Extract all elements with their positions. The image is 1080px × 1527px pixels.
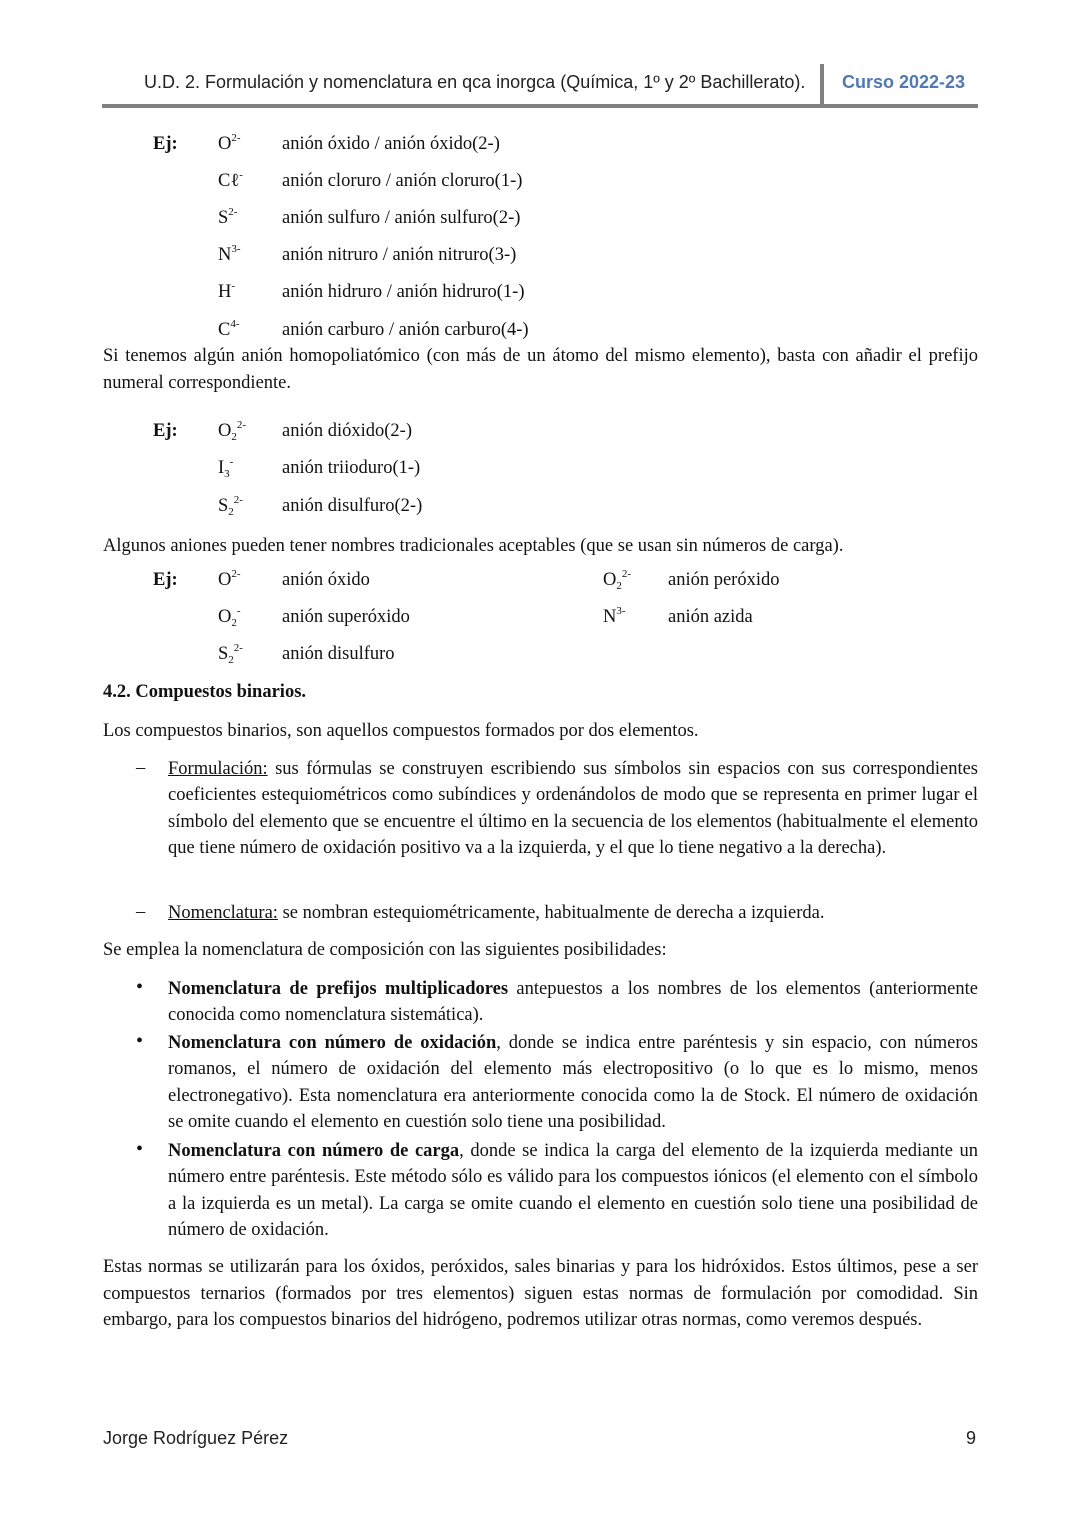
closing-paragraph: Estas normas se utilizarán para los óxidos, peróxidos, sales binarias y para los hidróxidos. Estos últimos, pese a ser compuestos ternarios (formados por tres elementos) siguen estas normas de formulación por comodidad. Sin embargo, para los compuestos binarios del hidrógeno, podremos utilizar otras normas, como veremos después. bbox=[103, 1257, 978, 1330]
bullet-item-carga: Nomenclatura con número de carga, donde se indica la carga del elemento de la izquierda mediante un número entre paréntesis. Este método sólo es válido para los compuestos iónicos (el elemento con el símbolo a la izquierda es un metal). La carga se omite cuando el elemento en cuestión solo tiene una posibilidad de número de oxidación. bbox=[168, 1141, 978, 1240]
bullet-dot: • bbox=[136, 976, 144, 998]
ion-name: anión sulfuro / anión sulfuro(2-) bbox=[282, 208, 521, 228]
ion-name: anión óxido bbox=[282, 570, 370, 590]
ion-name: anión disulfuro(2-) bbox=[282, 496, 423, 516]
bullet-dot: • bbox=[136, 1030, 144, 1052]
ion-name: anión azida bbox=[668, 607, 753, 627]
header-divider bbox=[820, 64, 824, 106]
footer-author: Jorge Rodríguez Pérez bbox=[103, 1428, 289, 1448]
ion-name: anión superóxido bbox=[282, 607, 410, 627]
paragraph-traditional: Algunos aniones pueden tener nombres tradicionales aceptables (que se usan sin números de carga). bbox=[103, 536, 844, 556]
ion-formula: $O^{2-}$ bbox=[218, 568, 241, 590]
ion-formula: $O_2^{2-}$ bbox=[218, 419, 247, 443]
page-number: 9 bbox=[966, 1428, 977, 1448]
ion-formula: $O^{2-}$ bbox=[218, 132, 241, 154]
ion-formula: $N^{3-}$ bbox=[603, 605, 626, 627]
paragraph-homopolyatomic: Si tenemos algún anión homopoliatómico (con más de un átomo del mismo elemento), basta con añadir el prefijo numeral correspondiente. bbox=[103, 346, 978, 393]
ion-formula: $I_3^-$ bbox=[218, 456, 234, 480]
document-title: U.D. 2. Formulación y nomenclatura en qca inorgca (Química, 1º y 2º Bachillerato). bbox=[144, 72, 806, 92]
header-rule bbox=[102, 104, 978, 108]
ion-name: anión triioduro(1-) bbox=[282, 458, 421, 478]
bullet-item-prefijos: Nomenclatura de prefijos multiplicadores antepuestos a los nombres de los elementos (anteriormente conocida como nomenclatura sistemática). bbox=[168, 979, 978, 1026]
example-label: Ej: bbox=[153, 421, 178, 441]
ion-name: anión óxido / anión óxido(2-) bbox=[282, 134, 500, 154]
ion-formula: Cℓ- bbox=[218, 169, 243, 191]
ion-name: anión disulfuro bbox=[282, 644, 395, 664]
ion-name: anión dióxido(2-) bbox=[282, 421, 412, 441]
ion-formula: $C^{4-}$ bbox=[218, 318, 240, 340]
ion-formula: $S_2^{2-}$ bbox=[218, 494, 243, 518]
dash-bullet: – bbox=[136, 902, 146, 922]
section-intro: Los compuestos binarios, son aquellos compuestos formados por dos elementos. bbox=[103, 721, 699, 741]
ion-formula: $N^{3-}$ bbox=[218, 243, 241, 265]
ion-name: anión hidruro / anión hidruro(1-) bbox=[282, 282, 525, 302]
bullet-dot: • bbox=[136, 1138, 144, 1160]
example-label: Ej: bbox=[153, 134, 178, 154]
course-label: Curso 2022-23 bbox=[842, 72, 966, 92]
ion-formula: $S_2^{2-}$ bbox=[218, 642, 243, 666]
ion-name: anión peróxido bbox=[668, 570, 780, 590]
ion-name: anión cloruro / anión cloruro(1-) bbox=[282, 171, 523, 191]
composition-intro: Se emplea la nomenclatura de composición con las siguientes posibilidades: bbox=[103, 940, 667, 960]
list-item-formulacion: Formulación: sus fórmulas se construyen escribiendo sus símbolos sin espacios con sus correspondientes coeficientes estequiométricos como subíndices y ordenándolos de modo que se representa en primer lugar el símbolo del elemento que se encuentre el último en la secuencia de los elementos (habitualmente el elemento que tiene número de oxidación positivo va a la izquierda, y el que lo tiene negativo a la derecha). bbox=[168, 759, 978, 858]
ion-name: anión carburo / anión carburo(4-) bbox=[282, 320, 529, 340]
example-label: Ej: bbox=[153, 570, 178, 590]
dash-bullet: – bbox=[136, 758, 146, 778]
ion-name: anión nitruro / anión nitruro(3-) bbox=[282, 245, 517, 265]
page-header bbox=[102, 64, 978, 108]
bullet-item-oxidacion: Nomenclatura con número de oxidación, donde se indica entre paréntesis y sin espacio, con números romanos, el número de oxidación del elemento más electropositivo (o lo que es lo mismo, menos electronegativo). Esta nomenclatura era anteriormente conocida como la de Stock. El número de oxidación se omite cuando el elemento en cuestión solo tiene una posibilidad. bbox=[168, 1033, 978, 1132]
section-heading: 4.2. Compuestos binarios. bbox=[103, 682, 307, 702]
ion-formula: $O_2^-$ bbox=[218, 605, 241, 629]
ion-formula: H- bbox=[218, 280, 236, 302]
ion-formula: $S^{2-}$ bbox=[218, 206, 238, 228]
ion-formula: $O_2^{2-}$ bbox=[603, 568, 632, 592]
list-item-nomenclatura: Nomenclatura: se nombran estequiométricamente, habitualmente de derecha a izquierda. bbox=[168, 903, 825, 923]
